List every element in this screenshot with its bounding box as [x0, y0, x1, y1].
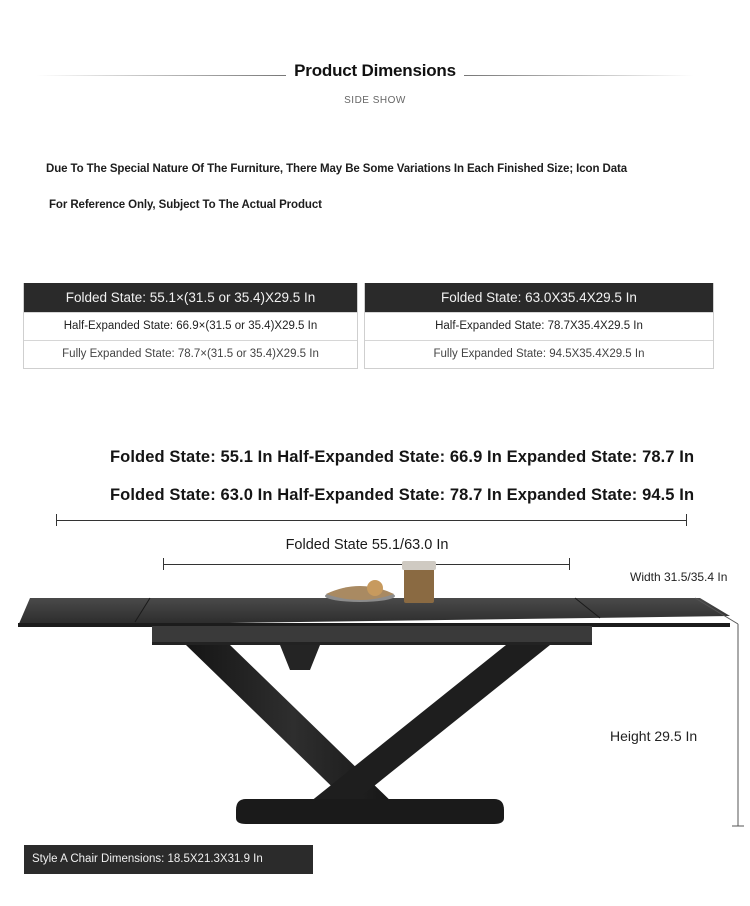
extension-rail — [152, 626, 592, 644]
expanded-length-line — [56, 520, 687, 521]
vase-rim — [402, 561, 436, 570]
chair-dimensions-badge: Style A Chair Dimensions: 18.5X21.3X31.9 In — [24, 845, 313, 874]
expanded-length-tick-left — [56, 514, 57, 526]
states-line-small: Folded State: 55.1 In Half-Expanded State: 66.9 In Expanded State: 78.7 In — [110, 448, 695, 466]
spec-header: Folded State: 55.1×(31.5 or 35.4)X29.5 In — [24, 283, 357, 312]
spec-row: Half-Expanded State: 78.7X35.4X29.5 In — [365, 312, 713, 340]
extension-rail-shadow — [152, 642, 592, 645]
leg-brace — [280, 645, 320, 670]
x-leg-right — [300, 645, 550, 810]
width-label: Width 31.5/35.4 In — [630, 570, 728, 584]
page-title: Product Dimensions — [294, 61, 456, 80]
base-foot — [236, 799, 504, 824]
spec-table-small — [23, 283, 358, 369]
disclaimer-line-2: For Reference Only, Subject To The Actual Product — [49, 199, 322, 211]
spec-table-large — [364, 283, 714, 369]
disclaimer-line-1: Due To The Special Nature Of The Furniture, There May Be Some Variations In Each Finished Size; Icon Data — [46, 163, 628, 175]
states-line-large: Folded State: 63.0 In Half-Expanded State: 78.7 In Expanded State: 94.5 In — [110, 486, 695, 504]
spec-row: Fully Expanded State: 78.7×(31.5 or 35.4)X29.5 In — [24, 340, 357, 368]
spec-row: Half-Expanded State: 66.9×(31.5 or 35.4)X29.5 In — [24, 312, 357, 340]
folded-length-label: Folded State 55.1/63.0 In — [285, 537, 449, 553]
height-label: Height 29.5 In — [610, 728, 698, 744]
bread-roll-icon — [367, 580, 383, 596]
expanded-length-tick-right — [686, 514, 687, 526]
table-illustration — [0, 560, 750, 835]
table-top — [18, 598, 730, 626]
spec-row: Fully Expanded State: 94.5X35.4X29.5 In — [365, 340, 713, 368]
spec-header: Folded State: 63.0X35.4X29.5 In — [365, 283, 713, 312]
page-subtitle: SIDE SHOW — [344, 95, 406, 106]
